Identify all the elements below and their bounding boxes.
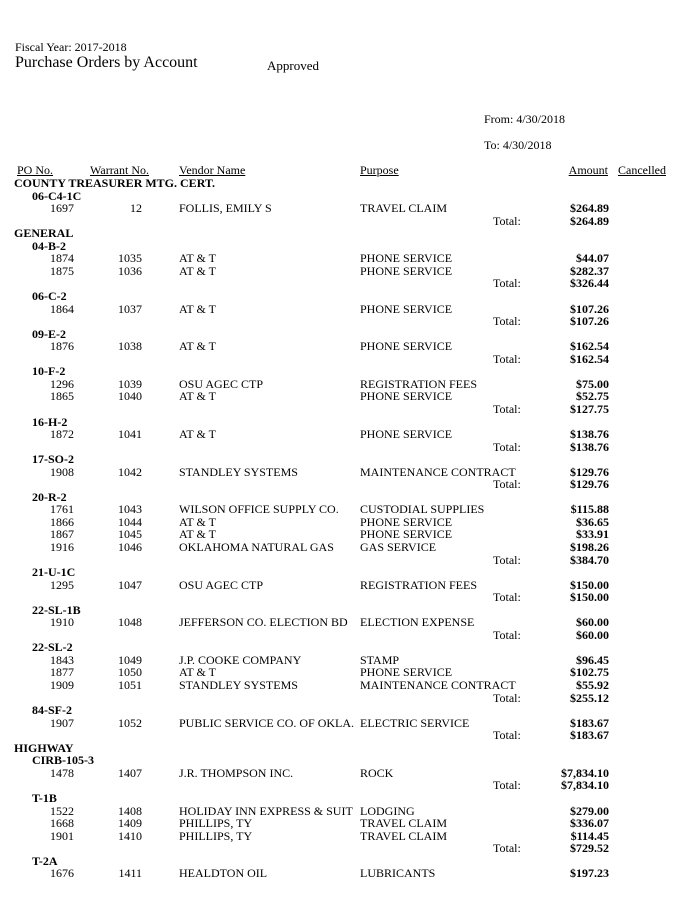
po-number: 1761 xyxy=(50,502,74,517)
po-number: 1908 xyxy=(50,464,74,479)
purpose: LODGING xyxy=(360,803,415,818)
account-code: 22-SL-1B xyxy=(32,602,81,617)
col-header-po-no: PO No. xyxy=(17,163,54,177)
amount: $279.00 xyxy=(570,803,609,818)
warrant-number: 1410 xyxy=(118,828,142,843)
po-number: 1843 xyxy=(50,652,74,667)
account-total-row xyxy=(0,315,700,327)
table-row xyxy=(0,767,700,779)
purpose: PHONE SERVICE xyxy=(360,251,453,266)
total-label: Total: xyxy=(493,841,521,856)
account-header xyxy=(0,416,700,428)
vendor-name: AT & T xyxy=(179,665,216,680)
warrant-number: 1050 xyxy=(118,665,142,680)
warrant-number: 1046 xyxy=(118,540,142,554)
po-number: 1875 xyxy=(50,263,74,278)
amount: $336.07 xyxy=(570,816,609,830)
total-label: Total: xyxy=(493,690,521,705)
amount: $264.89 xyxy=(570,201,609,216)
po-number: 1877 xyxy=(50,665,74,680)
warrant-number: 1045 xyxy=(118,527,142,542)
vendor-name: WILSON OFFICE SUPPLY CO. xyxy=(179,502,339,517)
po-number: 1295 xyxy=(50,577,74,592)
total-label: Total: xyxy=(493,213,521,228)
account-code: 22-SL-2 xyxy=(32,640,73,655)
purpose: PHONE SERVICE xyxy=(360,339,453,354)
vendor-name: STANDLEY SYSTEMS xyxy=(179,678,298,692)
account-total: $183.67 xyxy=(570,728,609,743)
total-label: Total: xyxy=(493,590,521,605)
table-row xyxy=(0,867,700,879)
fund-name: GENERAL xyxy=(14,226,74,241)
total-label: Total: xyxy=(493,728,521,743)
amount: $129.76 xyxy=(570,464,609,479)
warrant-number: 1038 xyxy=(118,339,142,354)
table-row xyxy=(0,579,700,591)
warrant-number: 1044 xyxy=(118,514,142,529)
po-number: 1522 xyxy=(50,803,74,818)
purpose: TRAVEL CLAIM xyxy=(360,828,447,843)
vendor-name: AT & T xyxy=(179,301,216,316)
po-number: 1478 xyxy=(50,765,74,780)
purpose: PHONE SERVICE xyxy=(360,301,453,316)
fund-name: COUNTY TREASURER MTG. CERT. xyxy=(14,176,216,190)
account-total-row xyxy=(0,277,700,289)
vendor-name: HOLIDAY INN EXPRESS & SUIT xyxy=(179,803,353,818)
table-row xyxy=(0,202,700,214)
account-total: $129.76 xyxy=(570,477,609,492)
account-header xyxy=(0,641,700,653)
po-number: 1876 xyxy=(50,339,74,354)
warrant-number: 1036 xyxy=(118,263,142,278)
purpose: PHONE SERVICE xyxy=(360,514,453,529)
warrant-number: 1049 xyxy=(118,652,142,667)
amount: $60.00 xyxy=(576,615,609,630)
table-row xyxy=(0,830,700,842)
amount: $7,834.10 xyxy=(561,765,609,780)
account-total-row xyxy=(0,842,700,854)
amount: $114.45 xyxy=(570,828,609,843)
account-total-row xyxy=(0,353,700,365)
table-row xyxy=(0,528,700,540)
total-label: Total: xyxy=(493,477,521,492)
vendor-name: STANDLEY SYSTEMS xyxy=(179,464,298,479)
account-total: $264.89 xyxy=(570,213,609,228)
amount: $107.26 xyxy=(570,301,609,316)
col-header-cancelled: Cancelled xyxy=(618,163,666,177)
po-number: 1907 xyxy=(50,715,74,730)
vendor-name: OKLAHOMA NATURAL GAS xyxy=(179,540,334,554)
account-code: T-2A xyxy=(32,853,58,868)
po-number: 1697 xyxy=(50,201,74,216)
po-number: 1901 xyxy=(50,828,74,843)
vendor-name: PHILLIPS, TY xyxy=(179,828,253,843)
po-number: 1872 xyxy=(50,427,74,441)
vendor-name: J.P. COOKE COMPANY xyxy=(179,652,302,667)
po-number: 1864 xyxy=(50,301,74,316)
account-code: 21-U-1C xyxy=(32,565,76,580)
table-row xyxy=(0,390,700,402)
amount: $282.37 xyxy=(570,263,609,278)
table-row xyxy=(0,541,700,553)
purpose: CUSTODIAL SUPPLIES xyxy=(360,502,485,517)
account-header xyxy=(0,240,700,252)
col-header-purpose: Purpose xyxy=(360,163,399,177)
account-code: 09-E-2 xyxy=(32,326,66,341)
po-number: 1865 xyxy=(50,389,74,404)
purpose: MAINTENANCE CONTRACT xyxy=(360,464,516,479)
account-header xyxy=(0,754,700,766)
account-total: $7,834.10 xyxy=(561,778,609,793)
warrant-number: 1411 xyxy=(118,866,142,881)
warrant-number: 1037 xyxy=(118,301,142,316)
vendor-name: AT & T xyxy=(179,527,216,542)
account-header xyxy=(0,491,700,503)
table-row xyxy=(0,717,700,729)
amount: $115.88 xyxy=(570,502,609,517)
vendor-name: AT & T xyxy=(179,251,216,266)
account-total-row xyxy=(0,779,700,791)
table-row xyxy=(0,252,700,264)
total-label: Total: xyxy=(493,276,521,291)
amount: $102.75 xyxy=(570,665,609,680)
warrant-number: 1043 xyxy=(118,502,142,517)
total-label: Total: xyxy=(493,627,521,642)
account-code: CIRB-105-3 xyxy=(32,753,94,768)
purpose: GAS SERVICE xyxy=(360,540,437,554)
warrant-number: 1041 xyxy=(118,427,142,441)
warrant-number: 1047 xyxy=(118,577,142,592)
account-total: $326.44 xyxy=(570,276,609,291)
account-code: 06-C-2 xyxy=(32,289,67,303)
account-total: $162.54 xyxy=(570,351,609,366)
po-number: 1910 xyxy=(50,615,74,630)
date-from: From: 4/30/2018 xyxy=(484,112,566,126)
amount: $33.91 xyxy=(576,527,609,542)
table-row xyxy=(0,805,700,817)
account-code: T-1B xyxy=(32,790,57,805)
account-header xyxy=(0,566,700,578)
warrant-number: 1052 xyxy=(118,715,142,730)
vendor-name: JEFFERSON CO. ELECTION BD xyxy=(179,615,348,630)
account-total-row xyxy=(0,692,700,704)
amount: $198.26 xyxy=(570,540,609,554)
account-code: 20-R-2 xyxy=(32,489,67,504)
purpose: REGISTRATION FEES xyxy=(360,577,478,592)
warrant-number: 1051 xyxy=(118,678,142,692)
purpose: ELECTION EXPENSE xyxy=(360,615,475,630)
col-header-vendor-name: Vendor Name xyxy=(179,163,246,177)
vendor-name: HEALDTON OIL xyxy=(179,866,268,881)
account-header xyxy=(0,604,700,616)
account-header xyxy=(0,328,700,340)
amount: $138.76 xyxy=(570,427,609,441)
amount: $96.45 xyxy=(576,652,609,667)
purpose: MAINTENANCE CONTRACT xyxy=(360,678,516,692)
purpose: ROCK xyxy=(360,765,394,780)
table-row xyxy=(0,616,700,628)
warrant-number: 1409 xyxy=(118,816,142,830)
po-number: 1668 xyxy=(50,816,74,830)
table-row xyxy=(0,516,700,528)
vendor-name: FOLLIS, EMILY S xyxy=(179,201,272,216)
account-header xyxy=(0,453,700,465)
vendor-name: PHILLIPS, TY xyxy=(179,816,253,830)
col-header-amount: Amount xyxy=(568,163,608,177)
account-total: $138.76 xyxy=(570,439,609,454)
fund-header xyxy=(0,742,700,754)
account-header xyxy=(0,290,700,302)
po-number: 1867 xyxy=(50,527,74,542)
amount: $183.67 xyxy=(570,715,609,730)
vendor-name: AT & T xyxy=(179,263,216,278)
vendor-name: AT & T xyxy=(179,339,216,354)
account-code: 17-SO-2 xyxy=(32,452,74,467)
po-number: 1866 xyxy=(50,514,74,529)
po-number: 1296 xyxy=(50,376,74,391)
po-number: 1909 xyxy=(50,678,74,692)
table-row xyxy=(0,666,700,678)
account-total-row xyxy=(0,591,700,603)
table-row xyxy=(0,679,700,691)
table-row xyxy=(0,303,700,315)
vendor-name: AT & T xyxy=(179,514,216,529)
warrant-number: 1039 xyxy=(118,376,142,391)
account-code: 06-C4-1C xyxy=(32,188,82,203)
account-total-row xyxy=(0,215,700,227)
account-total-row xyxy=(0,729,700,741)
fund-header xyxy=(0,227,700,239)
account-total-row xyxy=(0,554,700,566)
po-number: 1676 xyxy=(50,866,74,881)
amount: $75.00 xyxy=(576,376,609,391)
warrant-number: 1408 xyxy=(118,803,142,818)
table-row xyxy=(0,340,700,352)
account-total: $107.26 xyxy=(570,314,609,329)
account-header xyxy=(0,792,700,804)
vendor-name: J.R. THOMPSON INC. xyxy=(179,765,294,780)
total-label: Total: xyxy=(493,401,521,416)
table-row xyxy=(0,378,700,390)
account-total: $384.70 xyxy=(570,552,609,567)
total-label: Total: xyxy=(493,778,521,793)
table-row xyxy=(0,265,700,277)
total-label: Total: xyxy=(493,439,521,454)
po-number: 1874 xyxy=(50,251,74,266)
fund-header xyxy=(0,177,700,189)
col-header-warrant-no: Warrant No. xyxy=(90,163,150,177)
account-total: $255.12 xyxy=(570,690,609,705)
vendor-name: OSU AGEC CTP xyxy=(179,577,264,592)
fund-name: HIGHWAY xyxy=(14,740,74,755)
purpose: STAMP xyxy=(360,652,400,667)
account-code: 10-F-2 xyxy=(32,364,66,379)
amount: $44.07 xyxy=(576,251,609,266)
account-header xyxy=(0,190,700,202)
vendor-name: PUBLIC SERVICE CO. OF OKLA. xyxy=(179,715,355,730)
amount: $197.23 xyxy=(570,866,609,881)
purpose: TRAVEL CLAIM xyxy=(360,201,447,216)
purpose: PHONE SERVICE xyxy=(360,527,453,542)
purpose: TRAVEL CLAIM xyxy=(360,816,447,830)
warrant-number: 1048 xyxy=(118,615,142,630)
total-label: Total: xyxy=(493,552,521,567)
po-number: 1916 xyxy=(50,540,74,554)
purpose: LUBRICANTS xyxy=(360,866,436,881)
table-row xyxy=(0,817,700,829)
vendor-name: OSU AGEC CTP xyxy=(179,376,264,391)
vendor-name: AT & T xyxy=(179,427,216,441)
table-row xyxy=(0,654,700,666)
table-row xyxy=(0,466,700,478)
amount: $52.75 xyxy=(576,389,609,404)
purpose: PHONE SERVICE xyxy=(360,427,453,441)
date-to: To: 4/30/2018 xyxy=(484,138,552,152)
account-header xyxy=(0,704,700,716)
account-total: $127.75 xyxy=(570,401,609,416)
vendor-name: AT & T xyxy=(179,389,216,404)
total-label: Total: xyxy=(493,314,521,329)
account-code: 04-B-2 xyxy=(32,238,66,253)
amount: $36.65 xyxy=(576,514,609,529)
warrant-number: 1040 xyxy=(118,389,142,404)
account-total-row xyxy=(0,629,700,641)
report-title: Purchase Orders by Account xyxy=(15,54,198,71)
total-label: Total: xyxy=(493,351,521,366)
warrant-number: 12 xyxy=(130,201,142,216)
account-header xyxy=(0,855,700,867)
purpose: PHONE SERVICE xyxy=(360,389,453,404)
account-total: $729.52 xyxy=(570,841,609,856)
purpose: PHONE SERVICE xyxy=(360,665,453,680)
purpose: REGISTRATION FEES xyxy=(360,376,478,391)
warrant-number: 1042 xyxy=(118,464,142,479)
table-row xyxy=(0,503,700,515)
account-total: $150.00 xyxy=(570,590,609,605)
account-header xyxy=(0,365,700,377)
account-total-row xyxy=(0,403,700,415)
amount: $162.54 xyxy=(570,339,609,354)
report-status: Approved xyxy=(267,58,319,73)
table-row xyxy=(0,428,700,440)
purpose: PHONE SERVICE xyxy=(360,263,453,278)
account-total-row xyxy=(0,441,700,453)
account-total-row xyxy=(0,478,700,490)
warrant-number: 1407 xyxy=(118,765,142,780)
amount: $150.00 xyxy=(570,577,609,592)
account-total: $60.00 xyxy=(576,627,609,642)
fiscal-year: Fiscal Year: 2017-2018 xyxy=(15,40,127,54)
account-code: 16-H-2 xyxy=(32,414,68,429)
warrant-number: 1035 xyxy=(118,251,142,266)
account-code: 84-SF-2 xyxy=(32,703,72,718)
purpose: ELECTRIC SERVICE xyxy=(360,715,470,730)
amount: $55.92 xyxy=(576,678,609,692)
